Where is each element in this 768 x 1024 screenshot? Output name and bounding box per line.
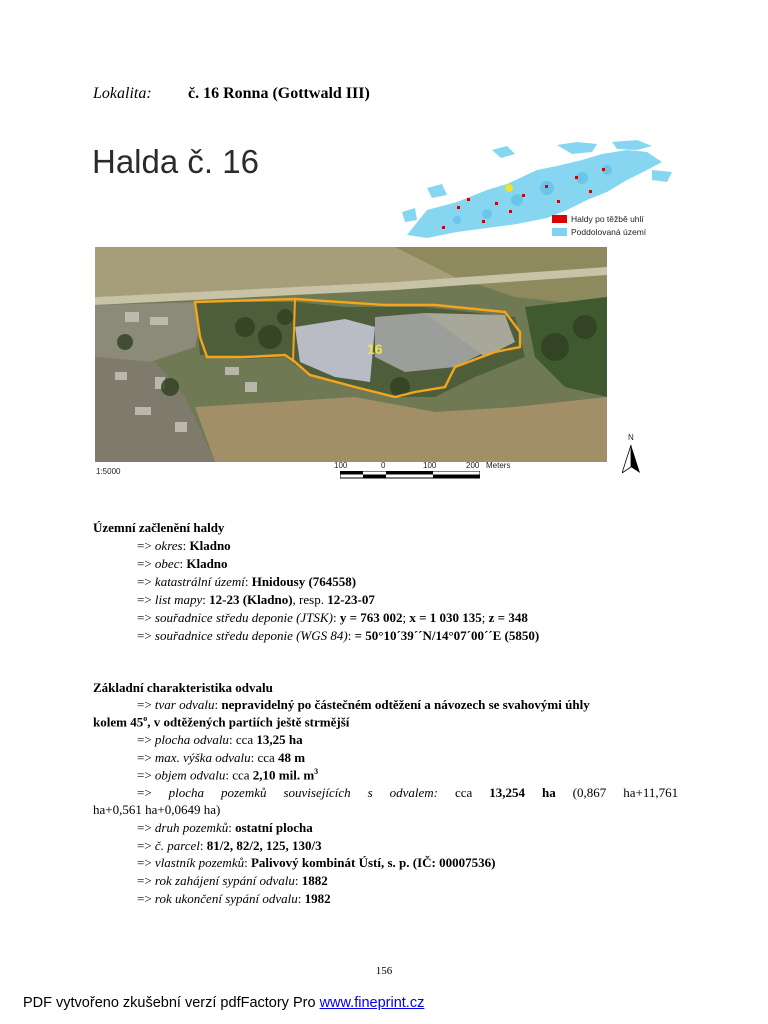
heap-number-label: 16 xyxy=(367,341,383,357)
north-arrow-icon xyxy=(622,445,640,473)
item-land-type: => druh pozemků: ostatní plocha xyxy=(137,820,313,835)
item-related-plots-continued: ha+0,561 ha+0,0649 ha) xyxy=(93,802,221,817)
page-number: 156 xyxy=(375,965,393,977)
section-characteristics-heading: Základní charakteristika odvalu xyxy=(93,680,273,695)
item-owner: => vlastník pozemků: Palivový kombinát Ústí, s. p. (IČ: 00007536) xyxy=(137,855,496,870)
item-coords-jtsk: => souřadnice středu deponie (JTSK): y = 763 002; x = 1 030 135; z = 348 xyxy=(137,610,528,625)
item-cadastral-area: => katastrální území: Hnidousy (764558) xyxy=(137,574,357,589)
scale-tick-3: 100 xyxy=(423,461,437,470)
footer-link[interactable]: www.fineprint.cz xyxy=(319,995,425,1011)
item-related-plots: => plocha pozemků souvisejících s odvalem: cca 13,254 ha (0,867 ha+11,761 xyxy=(137,785,679,800)
item-height: => max. výška odvalu: cca 48 m xyxy=(137,750,306,765)
item-parcels: => č. parcel: 81/2, 82/2, 125, 130/3 xyxy=(137,838,322,853)
scale-tick-4: 200 xyxy=(466,461,480,470)
aerial-photo-map xyxy=(95,247,607,462)
scale-unit: Meters xyxy=(486,461,511,470)
pdf-footer xyxy=(23,995,424,1011)
legend-item-heaps: Haldy po těžbě uhlí xyxy=(552,212,646,225)
item-district: => okres: Kladno xyxy=(137,538,231,553)
item-coords-wgs84: => souřadnice středu deponie (WGS 84): = 50°10´39´´N/14°07´00´´E (5850) xyxy=(137,628,540,643)
legend-item-undermined: Poddolovaná území xyxy=(552,225,646,238)
map-title: Halda č. 16 xyxy=(92,143,259,180)
locality-line xyxy=(93,85,370,103)
scale-ratio: 1:5000 xyxy=(96,467,121,476)
scale-tick-2: 0 xyxy=(381,461,386,470)
locality-value: č. 16 Ronna (Gottwald III) xyxy=(188,85,370,102)
item-area: => plocha odvalu: cca 13,25 ha xyxy=(137,732,303,747)
item-shape: => tvar odvalu: nepravidelný po částečném odtěžení a návozech se svahovými úhly xyxy=(137,697,590,712)
item-map-sheet: => list mapy: 12-23 (Kladno), resp. 12-23-07 xyxy=(137,592,375,607)
section-territorial-heading: Územní začlenění haldy xyxy=(93,520,225,535)
item-shape-continued: kolem 45$^o$, v odtěžených partiích ještě strmější xyxy=(93,714,350,730)
item-start-year: => rok zahájení sypání odvalu: 1882 xyxy=(137,873,328,888)
legend-swatch-red xyxy=(552,215,567,223)
footer-text: PDF vytvořeno zkušební verzí pdfFactory Pro xyxy=(23,995,320,1011)
north-arrow xyxy=(620,433,642,475)
legend-swatch-blue xyxy=(552,228,567,236)
item-volume: => objem odvalu: cca 2,10 mil. $m^3$ xyxy=(137,767,319,783)
north-label: N xyxy=(628,433,634,442)
locality-label: Lokalita: xyxy=(93,85,152,102)
scale-bar xyxy=(340,471,480,481)
map-legend xyxy=(552,212,646,238)
item-end-year: => rok ukončení sypání odvalu: 1982 xyxy=(137,891,331,906)
scale-tick-1: 100 xyxy=(334,461,348,470)
item-municipality: => obec: Kladno xyxy=(137,556,228,571)
